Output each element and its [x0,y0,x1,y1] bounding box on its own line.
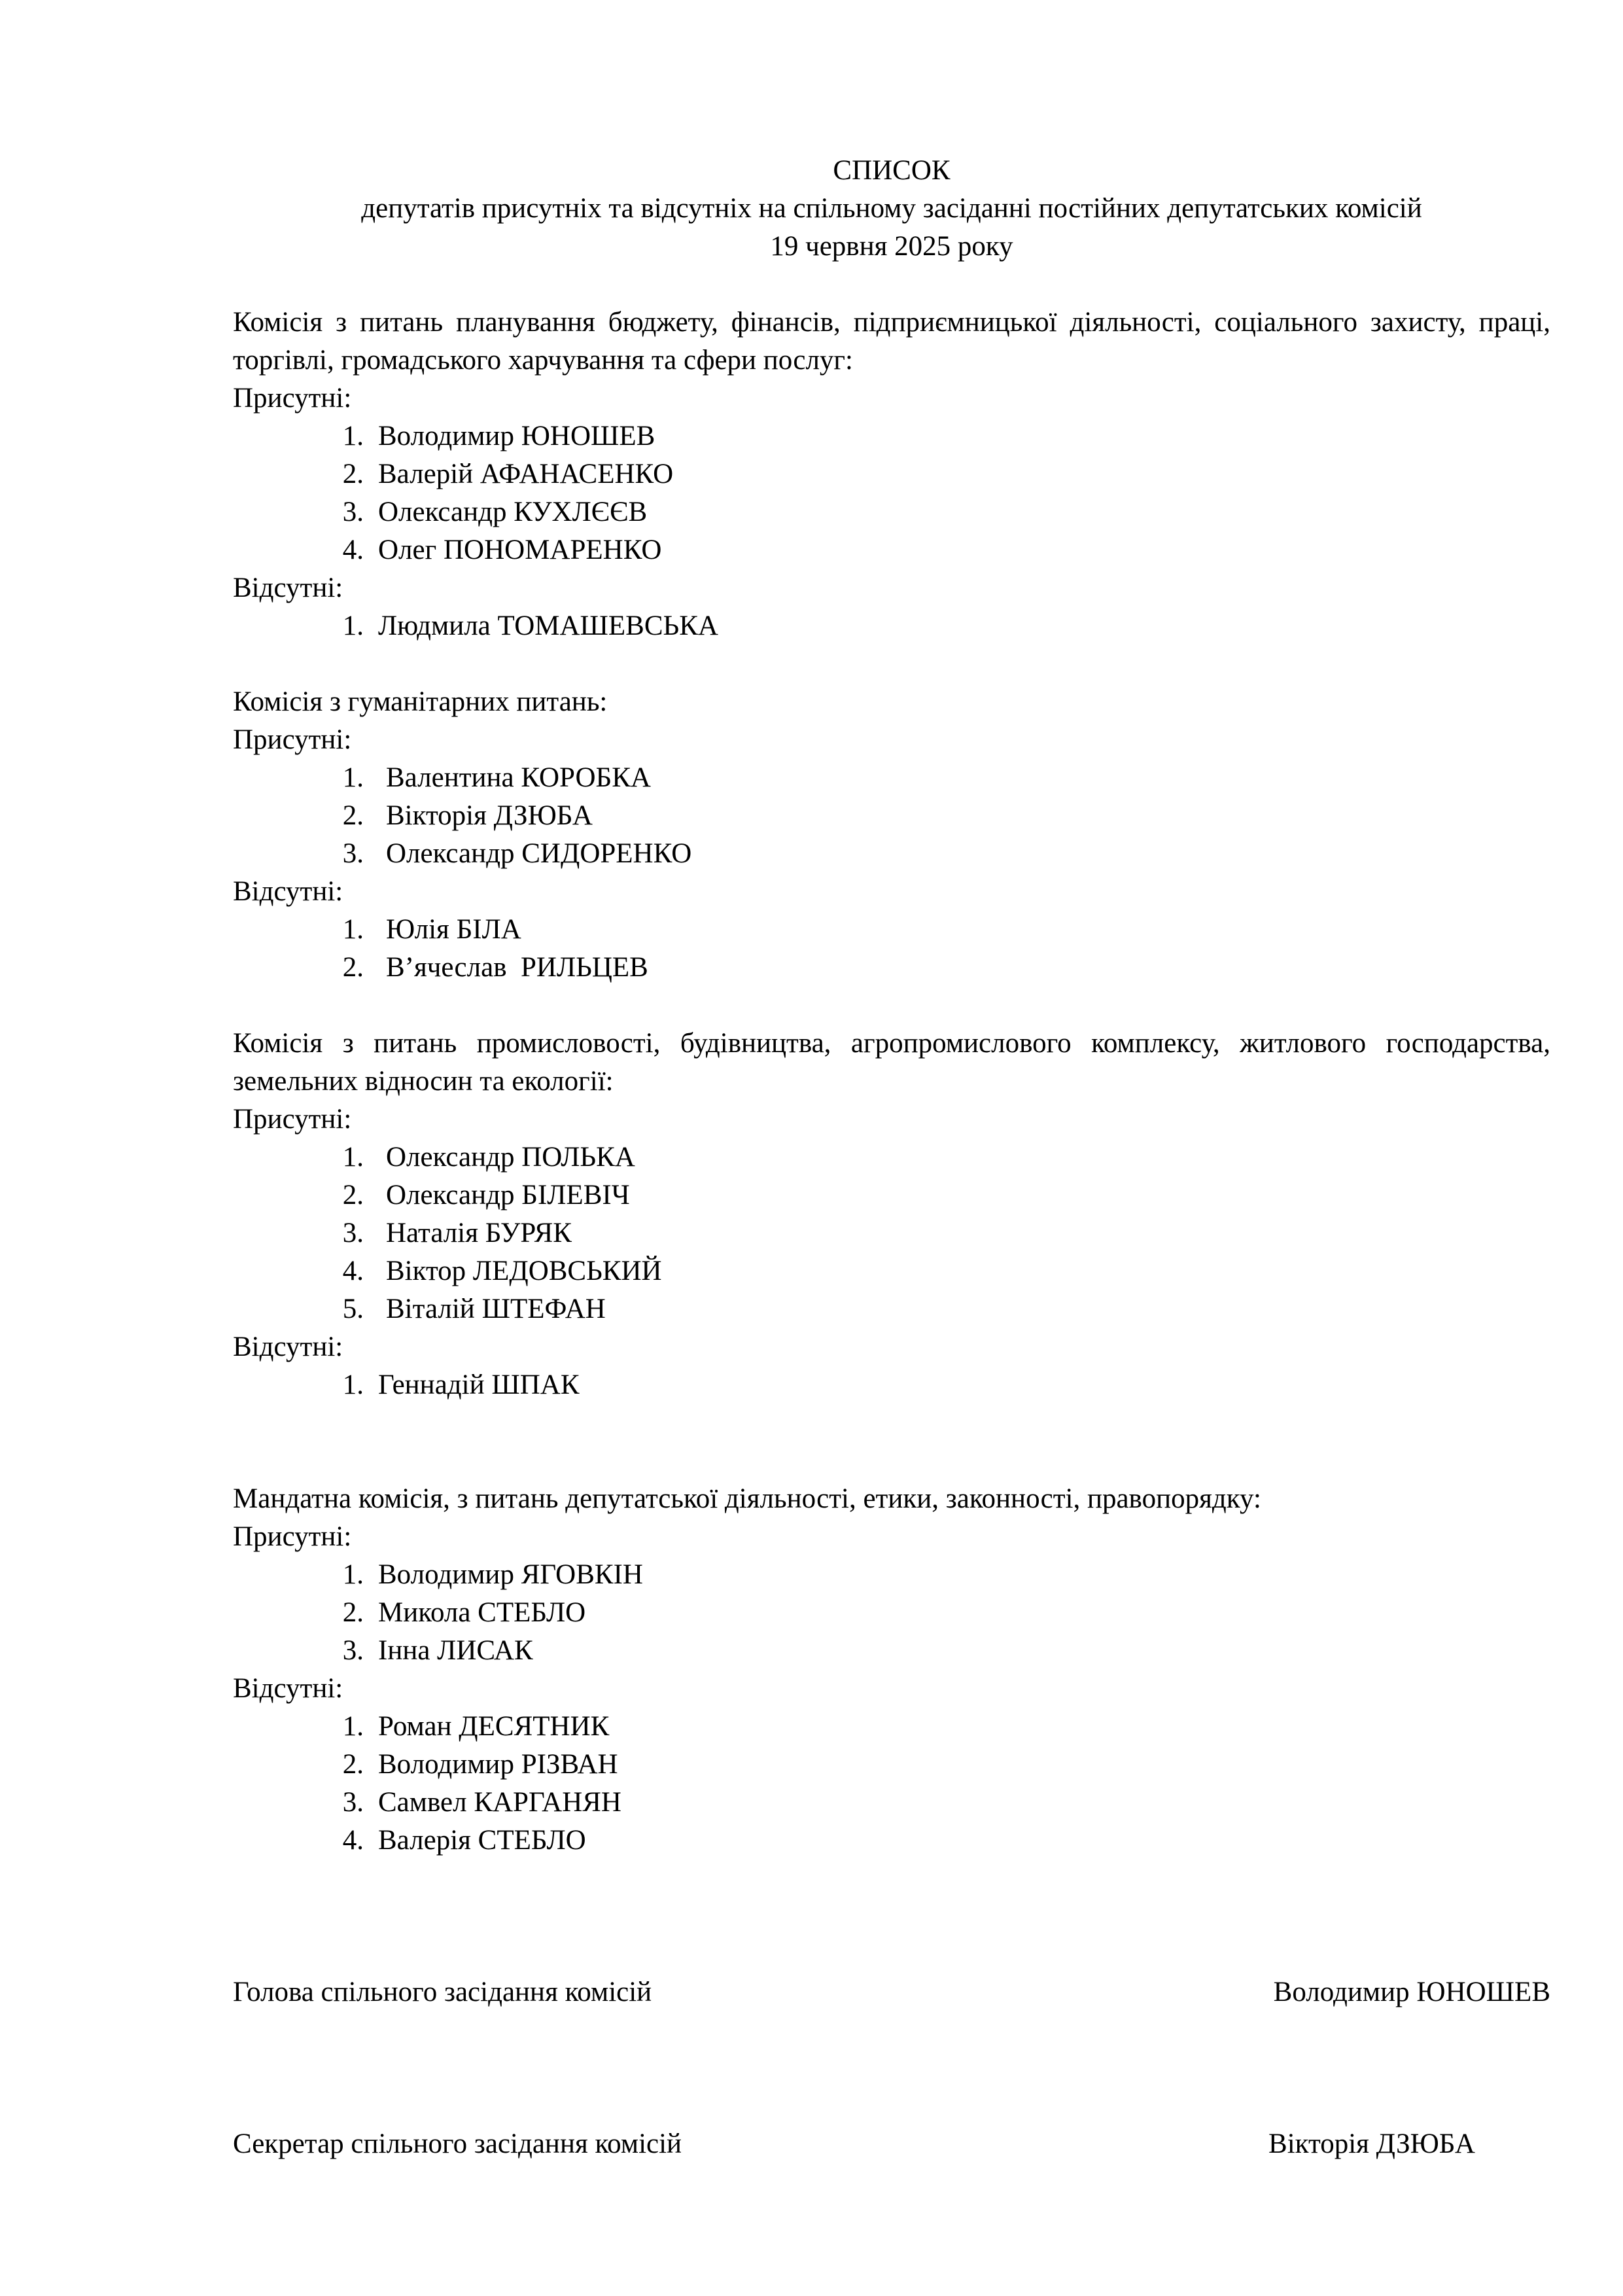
item-number: 2. [342,459,364,489]
absent-list [233,1708,1550,1860]
absent-list [233,911,1550,987]
present-list [233,417,1550,569]
member-name: Володимир ЮНОШЕВ [378,421,655,451]
item-number: 1. [342,1142,364,1173]
list-item [233,949,1550,987]
absent-label: Відсутні: [233,573,343,603]
list-item [233,1822,1550,1860]
member-name: В’ячеслав РИЛЬЦЕВ [386,952,648,983]
list-item [233,1252,1550,1290]
item-number: 1. [342,762,364,793]
list-item [233,493,1550,531]
member-name: Юлія БІЛА [386,914,521,945]
document-title: СПИСОК [833,155,951,186]
secretary-role: Секретар спільного засідання комісій [233,2128,682,2159]
member-name: Олександр КУХЛЄЄВ [378,497,648,527]
item-number: 2. [342,800,364,831]
list-item [233,911,1550,949]
list-item [233,455,1550,493]
member-name: Микола СТЕБЛО [378,1597,586,1628]
present-label: Присутні: [233,1521,352,1552]
list-item [233,1290,1550,1328]
list-item [233,1139,1550,1176]
member-name: Самвел КАРГАНЯН [378,1787,621,1818]
member-name: Геннадій ШПАК [378,1369,580,1400]
list-item [233,1632,1550,1670]
list-item [233,417,1550,455]
committee-title: Комісія з питань планування бюджету, фінансів, підприємницької діяльності, соціального захисту, праці, торгівлі, громадського харчування та сфери послуг: [233,307,1550,376]
list-item [233,1176,1550,1214]
item-number: 3. [342,838,364,869]
item-number: 1. [342,1559,364,1590]
item-number: 1. [342,1369,364,1400]
member-name: Олександр ПОЛЬКА [386,1142,635,1173]
committee-title: Комісія з питань промисловості, будівництва, агропромислового комплексу, житлового господарства, земельних відносин та екології: [233,1028,1550,1097]
member-name: Наталія БУРЯК [386,1218,572,1248]
item-number: 1. [342,914,364,945]
member-name: Інна ЛИСАК [378,1635,533,1666]
item-number: 1. [342,610,364,641]
list-item [233,531,1550,569]
item-number: 2. [342,1597,364,1628]
member-name: Олександр БІЛЕВІЧ [386,1180,630,1210]
secretary-signature-line [233,2125,1550,2163]
item-number: 3. [342,497,364,527]
absent-label: Відсутні: [233,876,343,907]
member-name: Віктор ЛЕДОВСЬКИЙ [386,1256,662,1286]
present-label: Присутні: [233,383,352,414]
list-item [233,835,1550,873]
document-date: 19 червня 2025 року [770,231,1013,262]
secretary-name: Вікторія ДЗЮБА [1268,2128,1475,2159]
item-number: 2. [342,952,364,983]
list-item [233,1708,1550,1746]
chair-signature-line [233,1973,1550,2011]
member-name: Роман ДЕСЯТНИК [378,1711,610,1742]
absent-label: Відсутні: [233,1673,343,1704]
item-number: 5. [342,1294,364,1324]
list-item [233,1214,1550,1252]
committee-mandate [233,1480,1550,1860]
document-page [233,152,1550,2163]
committee-humanitarian [233,683,1550,987]
list-item [233,1556,1550,1594]
item-number: 1. [342,421,364,451]
committee-title: Мандатна комісія, з питань депутатської діяльності, етики, законності, правопорядку: [233,1483,1261,1514]
list-item [233,607,1550,645]
document-subtitle: депутатів присутніх та відсутніх на спільному засіданні постійних депутатських комісій [361,193,1422,224]
present-list [233,1139,1550,1328]
item-number: 4. [342,1256,364,1286]
absent-label: Відсутні: [233,1332,343,1362]
present-label: Присутні: [233,724,352,755]
member-name: Олександр СИДОРЕНКО [386,838,692,869]
committee-title: Комісія з гуманітарних питань: [233,686,608,717]
item-number: 1. [342,1711,364,1742]
member-name: Людмила ТОМАШЕВСЬКА [378,610,718,641]
chair-role: Голова спільного засідання комісій [233,1977,652,2007]
member-name: Володимир ЯГОВКІН [378,1559,643,1590]
item-number: 3. [342,1218,364,1248]
item-number: 4. [342,1825,364,1856]
member-name: Вікторія ДЗЮБА [386,800,593,831]
item-number: 3. [342,1787,364,1818]
list-item [233,1366,1550,1404]
chair-name: Володимир ЮНОШЕВ [1273,1977,1550,2007]
member-name: Валерій АФАНАСЕНКО [378,459,674,489]
absent-list [233,1366,1550,1404]
member-name: Віталій ШТЕФАН [386,1294,606,1324]
member-name: Валерія СТЕБЛО [378,1825,586,1856]
present-list [233,1556,1550,1670]
document-heading [233,152,1550,266]
absent-list [233,607,1550,645]
member-name: Олег ПОНОМАРЕНКО [378,535,662,565]
item-number: 2. [342,1180,364,1210]
member-name: Володимир РІЗВАН [378,1749,618,1780]
present-label: Присутні: [233,1104,352,1135]
committee-budget [233,304,1550,645]
list-item [233,1746,1550,1784]
item-number: 2. [342,1749,364,1780]
item-number: 3. [342,1635,364,1666]
list-item [233,759,1550,797]
committee-industry [233,1025,1550,1404]
list-item [233,797,1550,835]
item-number: 4. [342,535,364,565]
list-item [233,1594,1550,1632]
member-name: Валентина КОРОБКА [386,762,651,793]
present-list [233,759,1550,873]
list-item [233,1784,1550,1822]
